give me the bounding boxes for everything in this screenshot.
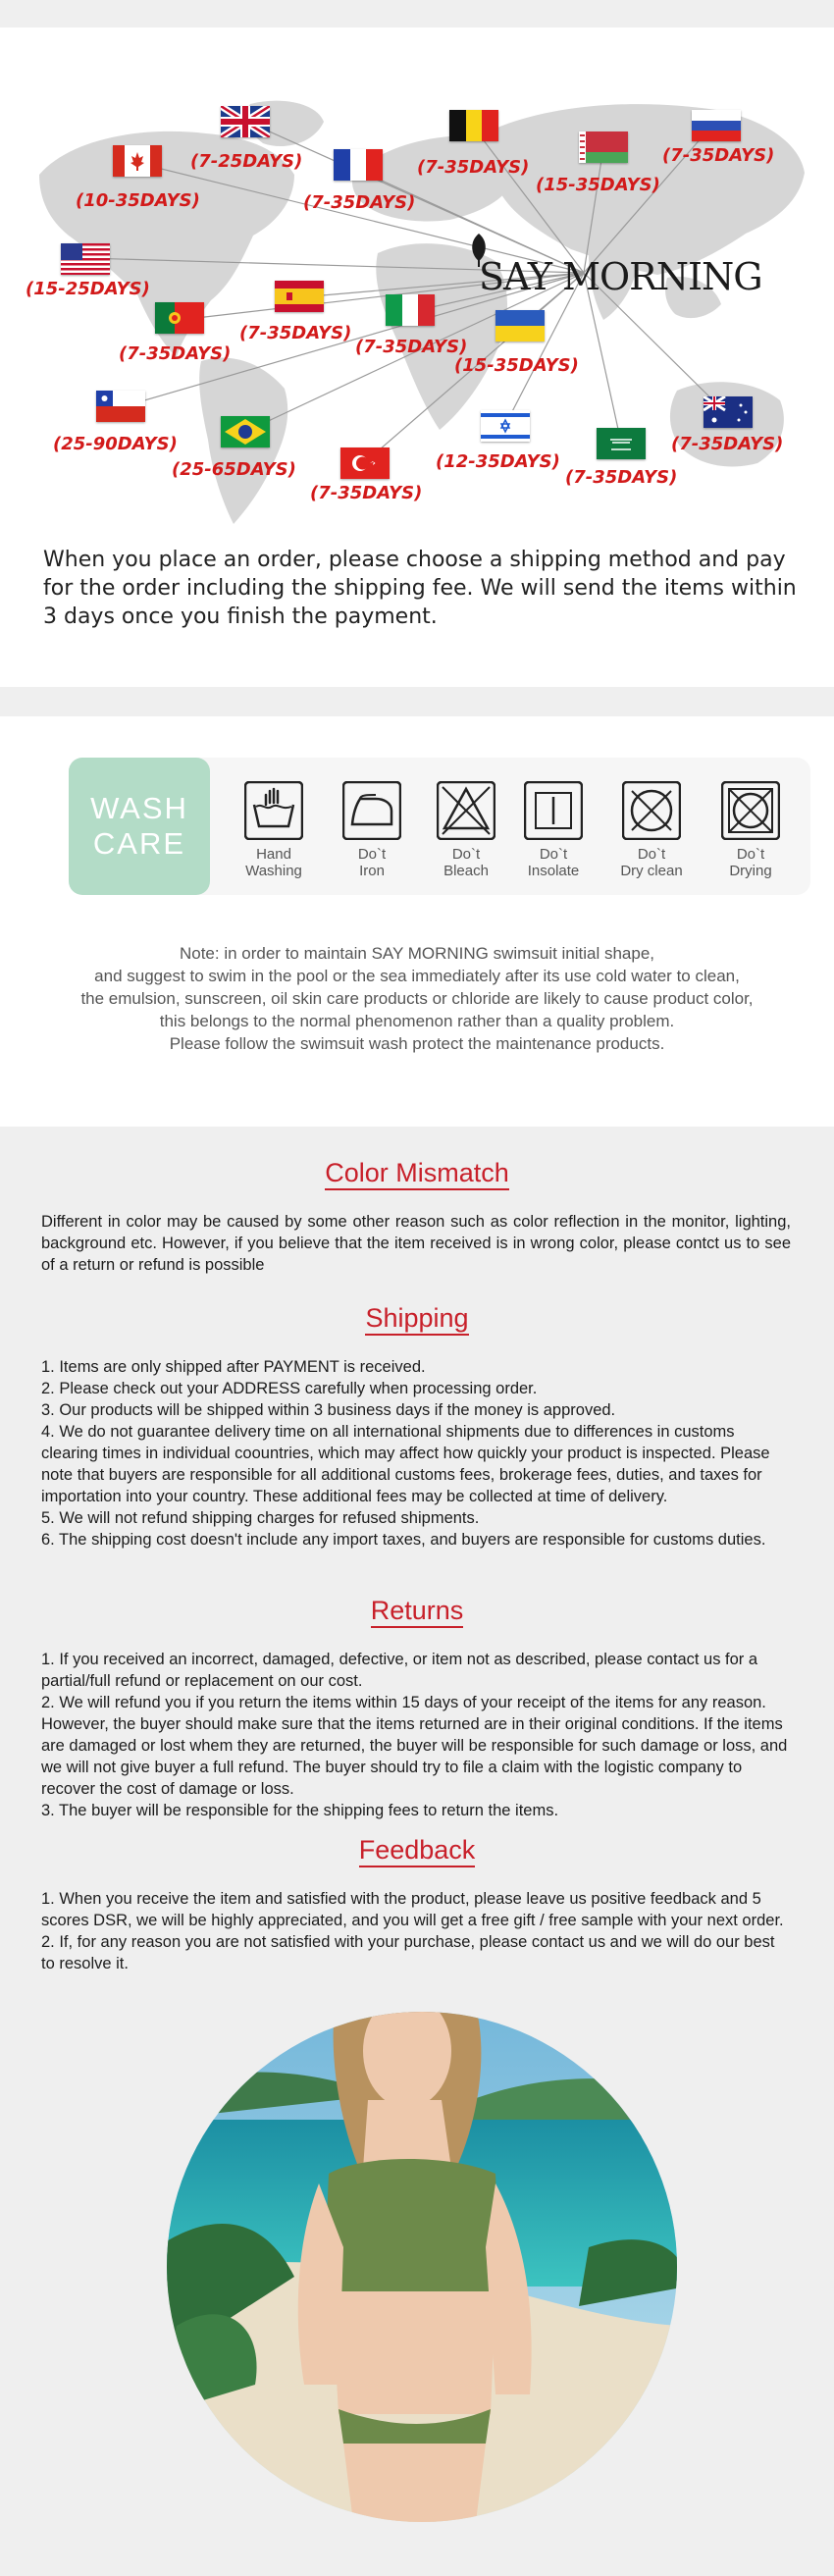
chile-days: (25-90DAYS)	[53, 434, 178, 454]
turkey-days: (7-35DAYS)	[310, 483, 423, 503]
no-iron-icon	[342, 781, 401, 840]
saudi-arabia-days: (7-35DAYS)	[565, 467, 678, 488]
returns-heading: Returns	[0, 1596, 834, 1626]
shipping-map-section	[0, 27, 834, 687]
feedback-item: 2. If, for any reason you are not satisfied with your purchase, please contact us and we will do our best to resolve it.	[41, 1933, 775, 1972]
feedback-heading: Feedback	[0, 1835, 834, 1866]
usa-days: (15-25DAYS)	[26, 279, 150, 299]
canada-days: (10-35DAYS)	[76, 190, 200, 211]
returns-body	[41, 1649, 791, 1821]
section-divider	[0, 687, 834, 716]
care-note-line: the emulsion, sunscreen, oil skin care products or chloride are likely to cause product color,	[80, 989, 754, 1008]
care-label-no-drying: Do`t Drying	[729, 846, 772, 879]
care-item-no-bleach	[422, 781, 510, 879]
color-mismatch-heading: Color Mismatch	[0, 1158, 834, 1188]
chile-flag-icon	[96, 391, 145, 422]
returns-item: 2. We will refund you if you return the items within 15 days of your receipt of the items for any reason. However, the buyer should make sure that the items returned are in their original conditions. If the items are damaged or lost whem they are returned, the buyer will be responsible for such damage or loss, and we will not give buyer a full refund. The buyer should try to file a claim with the logistic company to recover the cost of damage or loss.	[41, 1694, 788, 1798]
color-mismatch-body: Different in color may be caused by some other reason such as color reflection in the monitor, lighting, background etc. However, if you believe that the item received is in wrong color, please contct us to see of a return or refund is possible	[41, 1213, 791, 1274]
italy-flag-icon	[386, 294, 435, 326]
care-label-no-insolate: Do`t Insolate	[527, 846, 580, 879]
care-item-no-dry-clean	[607, 781, 696, 879]
hand-wash-icon	[244, 781, 303, 840]
care-label-no-iron: Do`t Iron	[357, 846, 387, 879]
france-flag-icon	[334, 149, 383, 181]
care-note-line: this belongs to the normal phenomenon rather than a quality problem.	[159, 1012, 675, 1030]
australia-days: (7-35DAYS)	[671, 434, 784, 454]
no-insolate-icon	[524, 781, 583, 840]
care-label-no-dry-clean: Do`t Dry clean	[620, 846, 683, 879]
canada-flag-icon	[113, 145, 162, 177]
model-top	[324, 2159, 500, 2302]
turkey-flag-icon	[340, 447, 390, 479]
returns-item: 1. If you received an incorrect, damaged, defective, or item not as described, please contact us for a partial/full refund or replacement on our cost.	[41, 1651, 758, 1690]
shipping-item: 4. We do not guarantee delivery time on all international shipments due to differences in customs clearing times in individual coountries, which may affect how quickly your product is inspected. Please note that buyers are responsible for all additional customs fees, brokerage fees, duties, and taxes for importation into your country. These additional fees may be collected at time of delivery.	[41, 1423, 770, 1505]
belgium-days: (7-35DAYS)	[417, 157, 530, 178]
france-days: (7-35DAYS)	[303, 192, 416, 213]
portugal-flag-icon	[155, 302, 204, 334]
no-drying-icon	[721, 781, 780, 840]
care-note-line: and suggest to swim in the pool or the sea immediately after its use cold water to clean,	[94, 967, 740, 985]
shipping-item: 1. Items are only shipped after PAYMENT is received.	[41, 1358, 426, 1376]
belgium-flag-icon	[449, 110, 498, 141]
uk-flag-icon	[221, 106, 270, 137]
care-item-hand-washing	[230, 781, 318, 879]
belarus-days: (15-35DAYS)	[536, 175, 660, 195]
no-dry-clean-icon	[622, 781, 681, 840]
shipping-heading: Shipping	[0, 1303, 834, 1334]
wash-care-section	[0, 716, 834, 1127]
saudi-arabia-flag-icon	[597, 428, 646, 459]
model-beach-photo	[157, 1953, 687, 2522]
shipping-item: 2. Please check out your ADDRESS carefully when processing order.	[41, 1380, 538, 1397]
shipping-note: When you place an order, please choose a shipping method and pay for the order including the shipping fee. We will send the items within 3 days once you finish the payment.	[43, 548, 797, 629]
care-label-no-bleach: Do`t Bleach	[443, 846, 489, 879]
feedback-item: 1. When you receive the item and satisfied with the product, please leave us positive feedback and 5 scores DSR, we will be highly appreciated, and you will get a free gift / free sample with your next order.	[41, 1890, 784, 1929]
no-bleach-icon	[437, 781, 495, 840]
wash-care-tag-line1: WASH	[90, 791, 188, 825]
israel-flag-icon	[481, 410, 530, 442]
portugal-days: (7-35DAYS)	[119, 343, 232, 364]
care-label-hand-washing: Hand Washing	[245, 846, 302, 879]
spain-flag-icon	[275, 281, 324, 312]
wash-care-tag	[69, 758, 210, 895]
brazil-days: (25-65DAYS)	[172, 459, 296, 480]
shipping-item: 6. The shipping cost doesn't include any import taxes, and buyers are responsible for customs duties.	[41, 1531, 766, 1549]
care-note-line: Note: in order to maintain SAY MORNING swimsuit initial shape,	[179, 944, 655, 963]
russia-flag-icon	[692, 110, 741, 141]
shipping-item: 3. Our products will be shipped within 3 business days if the money is approved.	[41, 1401, 616, 1419]
belarus-flag-icon	[579, 131, 628, 163]
israel-days: (12-35DAYS)	[436, 451, 560, 472]
care-note-line: Please follow the swimsuit wash protect the maintenance products.	[169, 1034, 665, 1053]
russia-days: (7-35DAYS)	[662, 145, 775, 166]
italy-days: (7-35DAYS)	[355, 337, 468, 357]
australia-flag-icon	[704, 396, 753, 428]
top-spacer	[0, 0, 834, 27]
ukraine-flag-icon	[495, 310, 545, 342]
spain-days: (7-35DAYS)	[239, 323, 352, 343]
brand-logo-text: SAY MORNING	[479, 255, 762, 298]
shipping-body	[41, 1356, 791, 1551]
usa-flag-icon	[61, 243, 110, 275]
ukraine-days: (15-35DAYS)	[454, 355, 579, 376]
uk-days: (7-25DAYS)	[190, 151, 303, 172]
wash-care-tag-line2: CARE	[92, 826, 186, 861]
returns-item: 3. The buyer will be responsible for the shipping fees to return the items.	[41, 1802, 559, 1819]
brazil-flag-icon	[221, 416, 270, 447]
care-item-no-drying	[706, 781, 795, 879]
care-note	[29, 942, 805, 1055]
care-item-no-iron	[328, 781, 416, 879]
shipping-item: 5. We will not refund shipping charges for refused shipments.	[41, 1509, 480, 1527]
care-item-no-insolate	[509, 781, 598, 879]
